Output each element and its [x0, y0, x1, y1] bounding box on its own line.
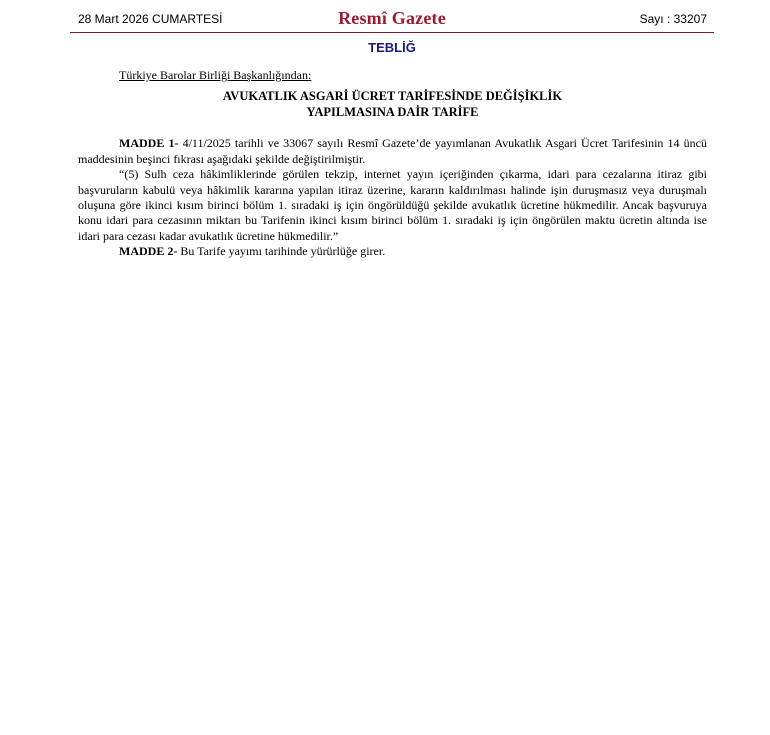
- section-heading: TEBLİĞ: [368, 40, 416, 55]
- document-title-line-1: AVUKATLIK ASGARİ ÜCRET TARİFESİNDE DEĞİŞİKLİK: [222, 89, 563, 104]
- document-title-line-2: YAPILMASINA DAİR TARİFE: [306, 105, 479, 120]
- article-2-label: MADDE 2-: [119, 244, 178, 259]
- article-2-text: Bu Tarife yayımı tarihinde yürürlüğe girer.: [177, 244, 386, 259]
- gazette-header: [70, 8, 714, 33]
- article-1: [78, 136, 707, 167]
- gazette-title: Resmî Gazete: [338, 8, 446, 28]
- issuer-line: Türkiye Barolar Birliği Başkanlığından:: [119, 68, 312, 82]
- amendment-quote: “(5) Sulh ceza hâkimliklerinde görülen tekzip, internet yayın içeriğinden çıkarma, idari para cezalarına itiraz gibi başvuruların kabulü veya hâkimlik kararına yapılan itiraz üzerine, kararın kaldırılması halinde işin duruşmasız veya duruşmalı oluşuna göre ikinci kısım birinci bölüm 1. sıradaki iş için öngörüldüğü şekilde avukatlık ücretine hükmedilir. Ancak başvuruya konu idari para cezasının miktarı bu Tarifenin ikinci kısım birinci bölüm 1. sıradaki iş için öngörülen maktu ücretin altında ise idari para cezası kadar avukatlık ücretine hükmedilir.”: [78, 167, 707, 243]
- article-1-text: 4/11/2025 tarihli ve 33067 sayılı Resmî Gazete’de yayımlanan Avukatlık Asgari Ücret Tarifesinin 14 üncü maddesinin beşinci fıkrası aşağıdaki şekilde değiştirilmiştir.: [78, 136, 707, 166]
- article-1-label: MADDE 1-: [119, 136, 179, 151]
- article-2: [78, 244, 707, 259]
- document-body: [78, 68, 707, 260]
- publication-date: 28 Mart 2026 CUMARTESİ: [78, 12, 223, 26]
- issue-number: Sayı : 33207: [639, 12, 707, 26]
